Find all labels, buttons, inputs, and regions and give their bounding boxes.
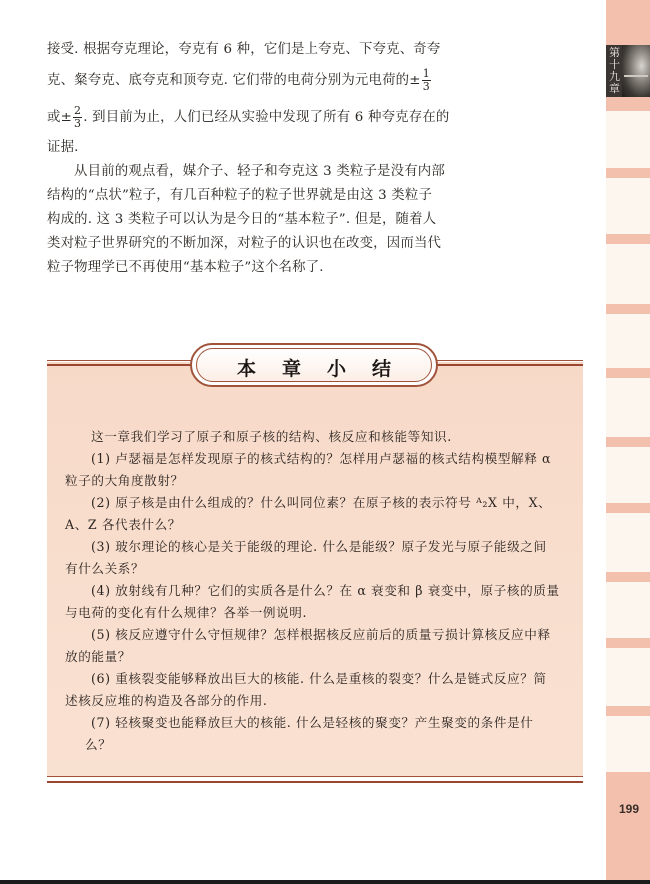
question-line: (2) 原子核是由什么组成的？什么叫同位素？在原子核的表示符号 ᴬ₂X 中，X、 — [91, 495, 552, 510]
page-number: 199 — [618, 802, 640, 816]
question-line: (4) 放射线有几种？它们的实质各是什么？在 α 衰变和 β 衰变中，原子核的质量 — [91, 583, 560, 598]
paragraph-quarks — [47, 38, 449, 160]
text-line: 结构的“点状”粒子，有几百种粒子的粒子世界就是由这 3 类粒子 — [47, 188, 433, 203]
summary-title: 本章小结 — [236, 358, 417, 380]
side-band — [606, 437, 650, 447]
summary-content — [65, 426, 570, 756]
text-line: 粒子物理学已不再使用“基本粒子”这个名称了. — [47, 260, 324, 275]
fraction-two-thirds — [73, 105, 82, 130]
question-line: 放的能量？ — [65, 649, 131, 664]
fraction-denominator: 3 — [422, 80, 430, 93]
text-line-with-fraction — [47, 99, 449, 136]
side-band — [606, 638, 650, 648]
chapter-tab-label: 第十九章 — [609, 46, 620, 95]
summary-bottom-border — [47, 781, 583, 783]
question-line: A、Z 各代表什么？ — [65, 517, 182, 532]
side-band — [606, 304, 650, 314]
summary-intro: 这一章我们学习了原子和原子核的结构、核反应和核能等知识. — [91, 429, 452, 444]
fraction-numerator: 2 — [74, 104, 82, 117]
side-band — [606, 234, 650, 244]
question-line: 粒子的大角度散射？ — [65, 473, 184, 488]
fraction-one-third — [422, 68, 431, 93]
question-line: 么？ — [85, 737, 112, 752]
summary-title-plaque — [190, 343, 438, 387]
question-line: 与电荷的变化有什么规律？各举一例说明. — [65, 605, 308, 620]
body-text — [47, 38, 449, 280]
text-line: 接受. 根据夸克理论，夸克有 6 种，它们是上夸克、下夸克、奇夸 — [47, 42, 441, 57]
side-band — [606, 772, 650, 880]
text-line: 类对粒子世界研究的不断加深，对粒子的认识也在改变，因而当代 — [47, 236, 442, 251]
summary-bottom-border — [47, 776, 583, 777]
text-line: 从目前的观点看，媒介子、轻子和夸克这 3 类粒子是没有内部 — [74, 164, 445, 179]
side-band — [606, 168, 650, 178]
summary-question-7 — [65, 712, 570, 756]
question-line: (6) 重核裂变能够释放出巨大的核能. 什么是重核的裂变？什么是链式反应？简 — [91, 671, 547, 686]
fraction-numerator: 1 — [422, 67, 430, 80]
side-margin-strip — [606, 0, 650, 880]
summary-question-2 — [65, 492, 570, 536]
question-line: (3) 玻尔理论的核心是关于能级的理论. 什么是能级？原子发光与原子能级之间 — [91, 539, 547, 554]
chapter-tab — [606, 45, 650, 97]
side-band — [606, 572, 650, 582]
summary-question-5 — [65, 624, 570, 668]
side-band — [606, 706, 650, 716]
summary-question-1 — [65, 448, 570, 492]
text-line: 构成的. 这 3 类粒子可以认为是今日的“基本粒子”. 但是，随着人 — [47, 212, 437, 227]
side-band — [606, 503, 650, 513]
text-segment: 或± — [47, 110, 73, 125]
question-line: (5) 核反应遵守什么守恒规律？怎样根据核反应前后的质量亏损计算核反应中释 — [91, 627, 551, 642]
side-band — [606, 368, 650, 378]
scan-bottom-edge — [0, 880, 650, 884]
text-line: 证据. — [47, 140, 79, 155]
chapter-photo-image — [622, 45, 650, 97]
summary-question-3 — [65, 536, 570, 580]
paragraph-elementary-particles — [47, 160, 449, 280]
summary-question-6 — [65, 668, 570, 712]
text-segment: 克、粲夸克、底夸克和顶夸克. 它们带的电荷分别为元电荷的± — [47, 73, 421, 88]
question-line: (1) 卢瑟福是怎样发现原子的核式结构的？怎样用卢瑟福的核式结构模型解释 α — [91, 451, 552, 466]
summary-question-4 — [65, 580, 570, 624]
text-segment: . 到目前为止，人们已经从实验中发现了所有 6 种夸克存在的 — [83, 110, 450, 125]
question-line: 有什么关系？ — [65, 561, 145, 576]
side-band — [606, 0, 650, 45]
fraction-denominator: 3 — [74, 117, 82, 130]
side-band — [606, 97, 650, 111]
text-line-with-fraction — [47, 62, 449, 99]
question-line: 述核反应堆的构造及各部分的作用. — [65, 693, 268, 708]
question-line: (7) 轻核聚变也能释放巨大的核能. 什么是轻核的聚变？产生聚变的条件是什 — [91, 715, 534, 730]
